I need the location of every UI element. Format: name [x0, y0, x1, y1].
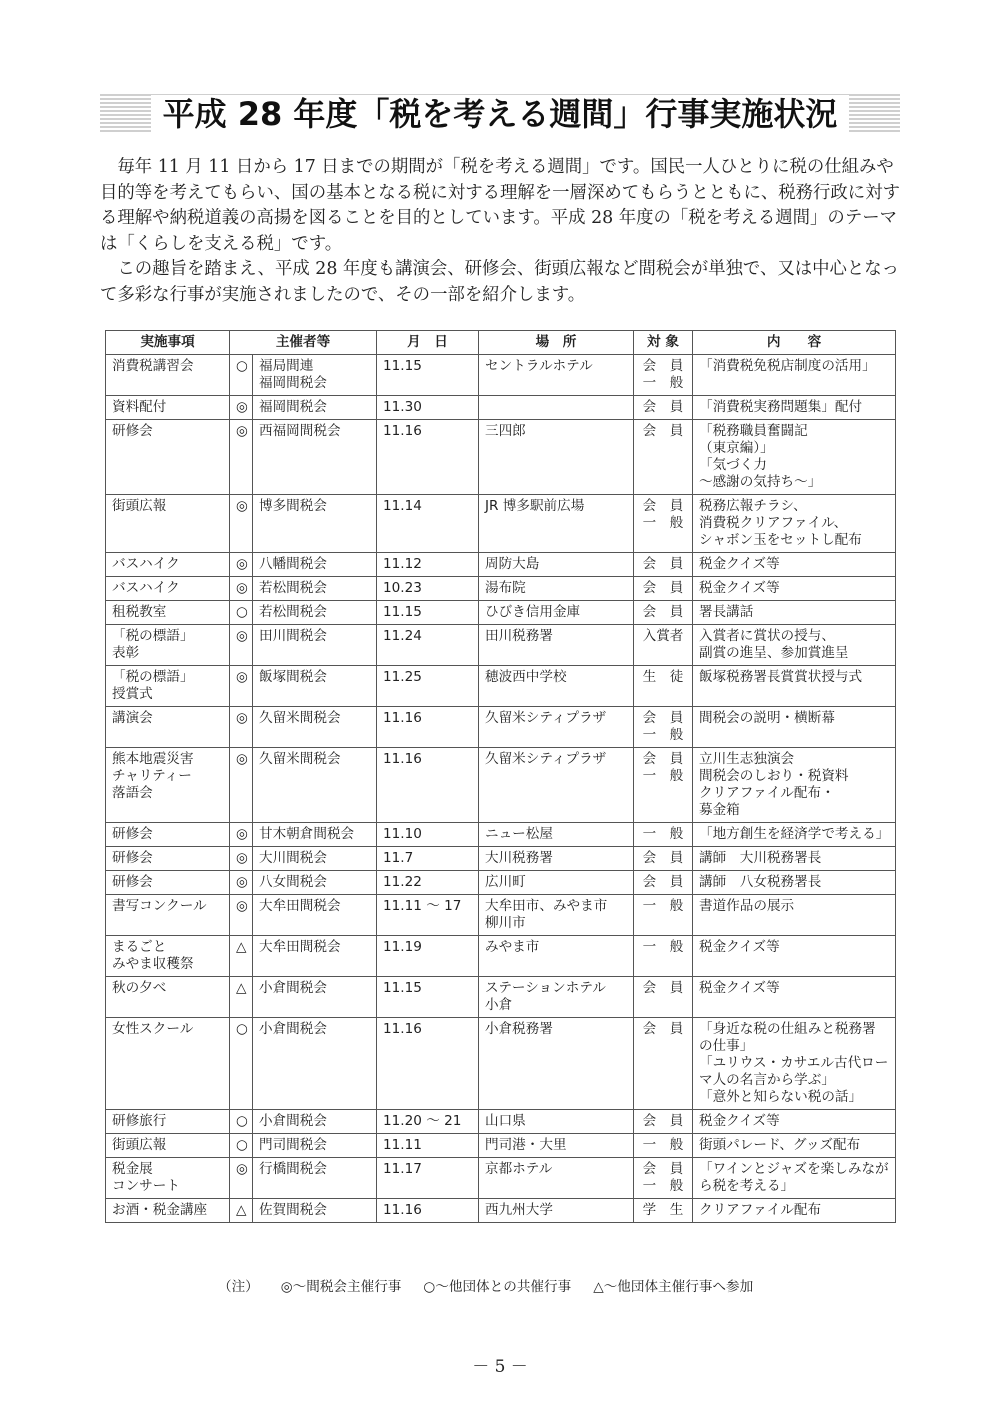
cell-event: 研修旅行 [106, 1110, 230, 1134]
header-date: 月 日 [377, 331, 479, 355]
cell-place: 広川町 [479, 871, 634, 895]
cell-event: 街頭広報 [106, 1134, 230, 1158]
cell-date: 11.15 [377, 977, 479, 1018]
cell-target: 会 員 [634, 396, 693, 420]
cell-organizer: 小倉間税会 [253, 1018, 377, 1110]
table-row [106, 936, 896, 977]
cell-mark: ○ [230, 1134, 253, 1158]
cell-place: 三四郎 [479, 420, 634, 495]
cell-mark: ○ [230, 1018, 253, 1110]
cell-date: 11.16 [377, 420, 479, 495]
intro-text [100, 155, 900, 308]
cell-place: みやま市 [479, 936, 634, 977]
cell-organizer: 大牟田間税会 [253, 895, 377, 936]
cell-content: 税金クイズ等 [693, 936, 896, 977]
cell-content: 「ワインとジャズを楽しみながら税を考える」 [693, 1158, 896, 1199]
cell-place: 西九州大学 [479, 1199, 634, 1223]
cell-mark: ◎ [230, 420, 253, 495]
table-row [106, 1199, 896, 1223]
cell-place: 久留米シティプラザ [479, 748, 634, 823]
cell-mark: △ [230, 936, 253, 977]
cell-mark: ◎ [230, 577, 253, 601]
table-row [106, 495, 896, 553]
cell-date: 11.19 [377, 936, 479, 977]
cell-event: 研修会 [106, 420, 230, 495]
cell-content: 税金クイズ等 [693, 977, 896, 1018]
cell-target: 会 員 一 般 [634, 748, 693, 823]
cell-target: 会 員 一 般 [634, 1158, 693, 1199]
cell-target: 一 般 [634, 895, 693, 936]
cell-target: 一 般 [634, 936, 693, 977]
cell-target: 会 員 [634, 1018, 693, 1110]
table-row [106, 601, 896, 625]
cell-place: セントラルホテル [479, 355, 634, 396]
cell-content: 「消費税免税店制度の活用」 [693, 355, 896, 396]
cell-target: 生 徒 [634, 666, 693, 707]
cell-event: まるごと みやま収穫祭 [106, 936, 230, 977]
cell-event: バスハイク [106, 577, 230, 601]
cell-date: 11.11 [377, 1134, 479, 1158]
page-number: － 5 － [472, 1357, 528, 1377]
cell-organizer: 久留米間税会 [253, 748, 377, 823]
cell-mark: ◎ [230, 553, 253, 577]
table-row [106, 707, 896, 748]
cell-event: 「税の標語」 表彰 [106, 625, 230, 666]
cell-organizer: 小倉間税会 [253, 977, 377, 1018]
cell-content: 立川生志独演会 間税会のしおり・税資料 クリアファイル配布・ 募金箱 [693, 748, 896, 823]
cell-place: 田川税務署 [479, 625, 634, 666]
cell-organizer: 飯塚間税会 [253, 666, 377, 707]
cell-place: ニュー松屋 [479, 823, 634, 847]
header-event: 実施事項 [106, 331, 230, 355]
cell-organizer: 門司間税会 [253, 1134, 377, 1158]
cell-event: 税金展 コンサート [106, 1158, 230, 1199]
cell-mark: ◎ [230, 495, 253, 553]
cell-organizer: 若松間税会 [253, 577, 377, 601]
cell-place: 京都ホテル [479, 1158, 634, 1199]
cell-content: 「身近な税の仕組みと税務署の仕事」 「ユリウス・カサエル古代ローマ人の名言から学ぶ」 「意外と知らない税の話」 [693, 1018, 896, 1110]
cell-place [479, 396, 634, 420]
table-row [106, 355, 896, 396]
cell-place: 周防大島 [479, 553, 634, 577]
table-row [106, 420, 896, 495]
cell-event: バスハイク [106, 553, 230, 577]
cell-event: 研修会 [106, 847, 230, 871]
cell-target: 入賞者 [634, 625, 693, 666]
cell-content: 飯塚税務署長賞賞状授与式 [693, 666, 896, 707]
cell-organizer: 甘木朝倉間税会 [253, 823, 377, 847]
cell-event: 街頭広報 [106, 495, 230, 553]
cell-mark: ◎ [230, 666, 253, 707]
cell-organizer: 大牟田間税会 [253, 936, 377, 977]
cell-date: 10.23 [377, 577, 479, 601]
cell-place: 大川税務署 [479, 847, 634, 871]
cell-organizer: 久留米間税会 [253, 707, 377, 748]
page-title [100, 92, 900, 136]
cell-date: 11.15 [377, 601, 479, 625]
cell-content: 講師 大川税務署長 [693, 847, 896, 871]
cell-organizer: 若松間税会 [253, 601, 377, 625]
cell-target: 会 員 [634, 1110, 693, 1134]
cell-date: 11.7 [377, 847, 479, 871]
cell-target: 学 生 [634, 1199, 693, 1223]
cell-organizer: 八幡間税会 [253, 553, 377, 577]
cell-content: クリアファイル配布 [693, 1199, 896, 1223]
cell-organizer: 福岡間税会 [253, 396, 377, 420]
cell-date: 11.17 [377, 1158, 479, 1199]
table-row [106, 977, 896, 1018]
cell-content: 「税務職員奮闘記 （東京編）」 「気づく力 ～感謝の気持ち～」 [693, 420, 896, 495]
cell-content: 「地方創生を経済学で考える」 [693, 823, 896, 847]
cell-mark: ◎ [230, 396, 253, 420]
cell-date: 11.30 [377, 396, 479, 420]
cell-organizer: 小倉間税会 [253, 1110, 377, 1134]
table-row [106, 666, 896, 707]
cell-place: ひびき信用金庫 [479, 601, 634, 625]
cell-date: 11.16 [377, 707, 479, 748]
cell-target: 一 般 [634, 823, 693, 847]
note-item-cohost: ○～他団体との共催行事 [423, 1279, 572, 1295]
header-target: 対 象 [634, 331, 693, 355]
cell-target: 会 員 [634, 553, 693, 577]
cell-place: 久留米シティプラザ [479, 707, 634, 748]
cell-event: 研修会 [106, 823, 230, 847]
table-row [106, 895, 896, 936]
cell-target: 会 員 [634, 601, 693, 625]
cell-event: 書写コンクール [106, 895, 230, 936]
events-table [105, 330, 896, 1223]
table-row [106, 847, 896, 871]
cell-mark: ○ [230, 1110, 253, 1134]
cell-target: 会 員 [634, 871, 693, 895]
cell-content: 書道作品の展示 [693, 895, 896, 936]
cell-mark: ◎ [230, 707, 253, 748]
note-prefix: （注） [218, 1279, 259, 1295]
note-item-host: ◎～間税会主催行事 [280, 1279, 402, 1295]
cell-date: 11.20 ～ 21 [377, 1110, 479, 1134]
table-row [106, 577, 896, 601]
cell-date: 11.11 ～ 17 [377, 895, 479, 936]
cell-date: 11.24 [377, 625, 479, 666]
header-organizer: 主催者等 [230, 331, 377, 355]
cell-content: 「消費税実務問題集」配付 [693, 396, 896, 420]
cell-event: 研修会 [106, 871, 230, 895]
legend-note [218, 1275, 775, 1295]
cell-target: 会 員 一 般 [634, 355, 693, 396]
table-row [106, 553, 896, 577]
cell-target: 会 員 [634, 420, 693, 495]
cell-place: 穂波西中学校 [479, 666, 634, 707]
cell-organizer: 福局間連 福岡間税会 [253, 355, 377, 396]
cell-content: 街頭パレード、グッズ配布 [693, 1134, 896, 1158]
cell-place: 小倉税務署 [479, 1018, 634, 1110]
cell-place: 湯布院 [479, 577, 634, 601]
table-row [106, 625, 896, 666]
cell-event: 資料配付 [106, 396, 230, 420]
cell-content: 講師 八女税務署長 [693, 871, 896, 895]
events-table-body [106, 355, 896, 1223]
cell-event: お酒・税金講座 [106, 1199, 230, 1223]
cell-organizer: 八女間税会 [253, 871, 377, 895]
cell-content: 税金クイズ等 [693, 1110, 896, 1134]
cell-content: 間税会の説明・横断幕 [693, 707, 896, 748]
cell-place: 門司港・大里 [479, 1134, 634, 1158]
cell-mark: ◎ [230, 895, 253, 936]
table-row [106, 1134, 896, 1158]
cell-date: 11.16 [377, 1018, 479, 1110]
cell-place: JR 博多駅前広場 [479, 495, 634, 553]
cell-mark: △ [230, 1199, 253, 1223]
cell-mark: ◎ [230, 823, 253, 847]
table-row [106, 396, 896, 420]
cell-target: 会 員 [634, 977, 693, 1018]
cell-target: 会 員 一 般 [634, 707, 693, 748]
page-title-text: 平成 28 年度「税を考える週間」行事実施状況 [151, 95, 850, 133]
cell-content: 税務広報チラシ、 消費税クリアファイル、 シャボン玉をセットし配布 [693, 495, 896, 553]
cell-content: 税金クイズ等 [693, 577, 896, 601]
cell-date: 11.22 [377, 871, 479, 895]
header-place: 場 所 [479, 331, 634, 355]
cell-mark: ◎ [230, 871, 253, 895]
cell-target: 一 般 [634, 1134, 693, 1158]
cell-event: 租税教室 [106, 601, 230, 625]
table-row [106, 823, 896, 847]
cell-mark: △ [230, 977, 253, 1018]
cell-mark: ○ [230, 601, 253, 625]
cell-event: 講演会 [106, 707, 230, 748]
cell-mark: ◎ [230, 625, 253, 666]
cell-place: 山口県 [479, 1110, 634, 1134]
cell-mark: ◎ [230, 748, 253, 823]
cell-target: 会 員 [634, 577, 693, 601]
cell-event: 女性スクール [106, 1018, 230, 1110]
cell-organizer: 行橋間税会 [253, 1158, 377, 1199]
cell-content: 税金クイズ等 [693, 553, 896, 577]
table-header-row [106, 331, 896, 355]
table-row [106, 748, 896, 823]
cell-date: 11.16 [377, 1199, 479, 1223]
cell-mark: ◎ [230, 847, 253, 871]
cell-organizer: 大川間税会 [253, 847, 377, 871]
table-row [106, 1158, 896, 1199]
cell-content: 署長講話 [693, 601, 896, 625]
note-item-participate: △～他団体主催行事へ参加 [593, 1279, 754, 1295]
cell-date: 11.15 [377, 355, 479, 396]
header-content: 内 容 [693, 331, 896, 355]
cell-organizer: 佐賀間税会 [253, 1199, 377, 1223]
intro-paragraph-2: この趣旨を踏まえ、平成 28 年度も講演会、研修会、街頭広報など間税会が単独で、又は中心となって多彩な行事が実施されましたので、その一部を紹介します。 [100, 259, 900, 305]
cell-organizer: 西福岡間税会 [253, 420, 377, 495]
cell-place: ステーションホテル 小倉 [479, 977, 634, 1018]
cell-event: 「税の標語」 授賞式 [106, 666, 230, 707]
intro-paragraph-1: 毎年 11 月 11 日から 17 日までの期間が「税を考える週間」です。国民一人ひとりに税の仕組みや目的等を考えてもらい、国の基本となる税に対する理解を一層深めてもらうとともに、税務行政に対する理解や納税道義の高揚を図ることを目的としています。平成 28 年度の「税を考える週間」のテーマは「くらしを支える税」です。 [100, 157, 900, 254]
cell-date: 11.10 [377, 823, 479, 847]
table-row [106, 871, 896, 895]
cell-place: 大牟田市、みやま市 柳川市 [479, 895, 634, 936]
cell-organizer: 博多間税会 [253, 495, 377, 553]
table-row [106, 1110, 896, 1134]
cell-mark: ○ [230, 355, 253, 396]
cell-organizer: 田川間税会 [253, 625, 377, 666]
cell-target: 会 員 一 般 [634, 495, 693, 553]
cell-date: 11.16 [377, 748, 479, 823]
cell-date: 11.12 [377, 553, 479, 577]
cell-mark: ◎ [230, 1158, 253, 1199]
cell-target: 会 員 [634, 847, 693, 871]
cell-date: 11.14 [377, 495, 479, 553]
cell-event: 秋の夕べ [106, 977, 230, 1018]
cell-date: 11.25 [377, 666, 479, 707]
cell-content: 入賞者に賞状の授与、 副賞の進呈、参加賞進呈 [693, 625, 896, 666]
table-row [106, 1018, 896, 1110]
cell-event: 消費税講習会 [106, 355, 230, 396]
cell-event: 熊本地震災害 チャリティー 落語会 [106, 748, 230, 823]
